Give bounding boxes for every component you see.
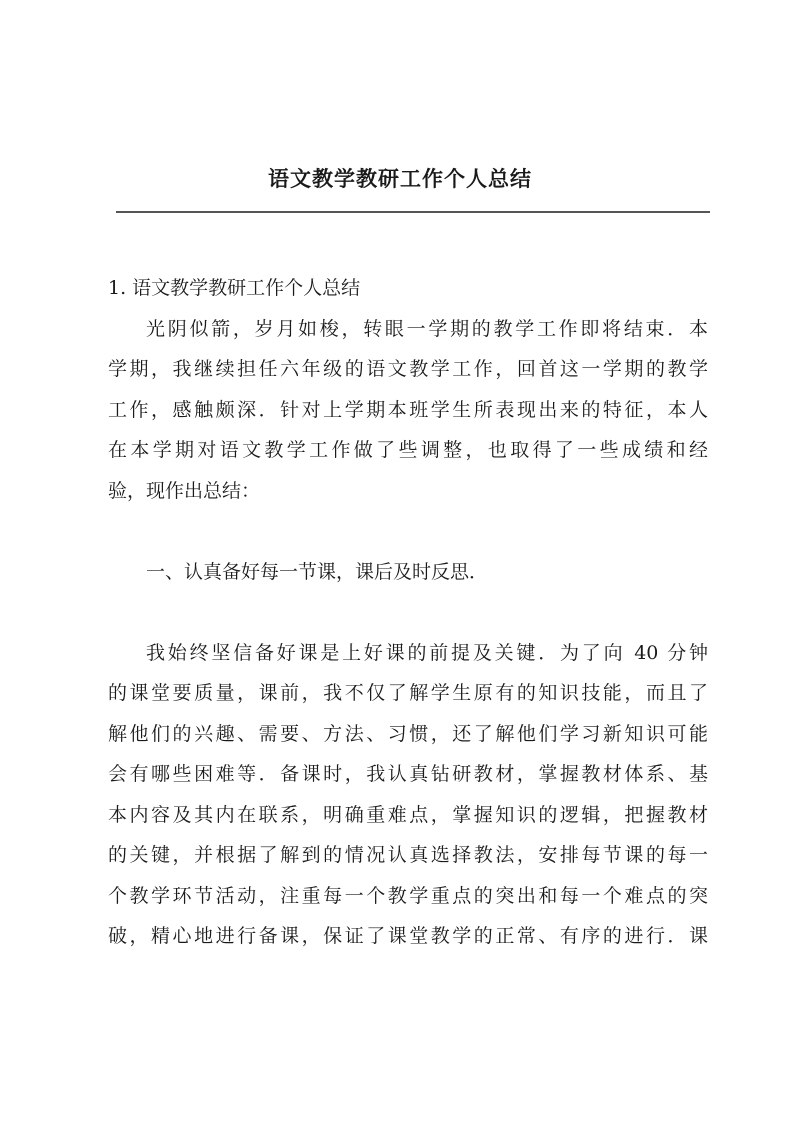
paragraph-line: 解他们的兴趣、需要、方法、习惯，还了解他们学习新知识可能	[108, 722, 708, 745]
paragraph-line: 本内容及其内在联系，明确重难点，掌握知识的逻辑，把握教材	[108, 803, 708, 826]
paragraph-line: 会有哪些困难等．备课时，我认真钻研教材，掌握教材体系、基	[108, 763, 708, 785]
paragraph-line: 光阴似箭，岁月如梭，转眼一学期的教学工作即将结束．本	[146, 317, 708, 340]
paragraph-line: 验，现作出总结：	[108, 479, 261, 502]
paragraph-preparation	[108, 633, 708, 957]
paragraph-line: 个教学环节活动，注重每一个教学重点的突出和每一个难点的突	[108, 884, 708, 907]
paragraph-line: 破，精心地进行备课，保证了课堂教学的正常、有序的进行．课	[108, 925, 708, 947]
paragraph-line: 的课堂要质量，课前，我不仅了解学生原有的知识技能，而且了	[108, 682, 708, 704]
spacer	[108, 592, 708, 633]
paragraph-line: 在本学期对语文教学工作做了些调整，也取得了一些成绩和经	[108, 439, 708, 461]
section-heading: 1. 语文教学教研工作个人总结	[108, 277, 361, 299]
spacer	[108, 511, 708, 552]
paragraph-intro	[108, 309, 708, 512]
page-title: 语文教学教研工作个人总结	[268, 166, 532, 191]
paragraph-line: 我始终坚信备好课是上好课的前提及关键．为了向 40 分钟	[146, 641, 708, 664]
subheading: 一、认真备好每一节课，课后及时反思．	[146, 560, 489, 583]
paragraph-line: 工作，感触颇深．针对上学期本班学生所表现出来的特征，本人	[108, 398, 708, 421]
title-divider	[116, 211, 710, 213]
document-body	[108, 268, 708, 957]
paragraph-line: 学期，我继续担任六年级的语文教学工作，回首这一学期的教学	[108, 358, 708, 380]
paragraph-line: 的关键，并根据了解到的情况认真选择教法，安排每节课的每一	[108, 844, 708, 866]
